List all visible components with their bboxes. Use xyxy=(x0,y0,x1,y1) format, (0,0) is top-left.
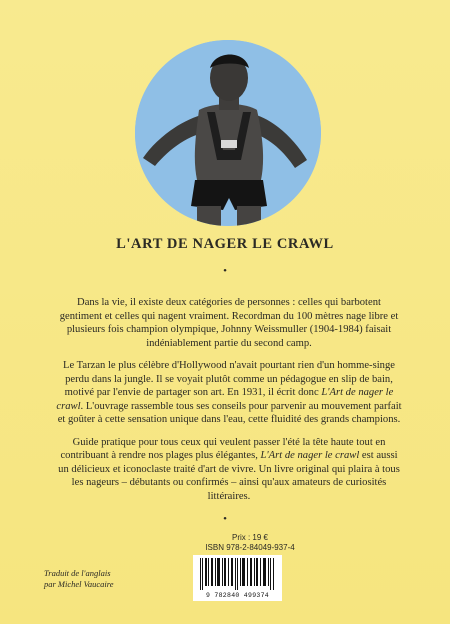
blurb-paragraph-3-text-b: est aussi un délicieux et iconoclaste traité d'art de vivre. Un livre original qui plaira à tous les nageurs – débutants ou confirmés – ainsi qu'aux amateurs de curiosités littéraires. xyxy=(58,450,400,502)
swimmer-photo xyxy=(135,40,321,226)
blurb-paragraph-3 xyxy=(56,436,402,504)
translator-line-2: par Michel Vaucaire xyxy=(44,579,114,589)
book-title: L'ART DE NAGER LE CRAWL xyxy=(116,236,334,252)
price: Prix : 19 € xyxy=(231,533,268,542)
separator-dot-top: • xyxy=(223,265,227,277)
translator-credit xyxy=(44,568,114,590)
barcode xyxy=(193,555,282,601)
book-title-italic: L'Art de nager le crawl xyxy=(56,387,394,412)
price-block xyxy=(170,532,330,552)
separator-dot-bottom: • xyxy=(223,513,227,525)
barcode-bars xyxy=(196,558,279,590)
book-title-italic: L'Art de nager le crawl xyxy=(260,450,360,461)
isbn: ISBN 978-2-84049-937-4 xyxy=(205,543,295,552)
blurb xyxy=(56,296,402,503)
barcode-digits: 9 782840 499374 xyxy=(205,592,269,599)
blurb-paragraph-2-text-b: . L'ouvrage rassemble tous ses conseils pour parvenir au mouvement parfait et goûter à cette sensation unique dans l'eau, cette fluidité des grands champions. xyxy=(57,400,402,425)
translator-line-1: Traduit de l'anglais xyxy=(44,568,111,578)
blurb-paragraph-2 xyxy=(56,359,402,427)
blurb-paragraph-2-text-a: Le Tarzan le plus célèbre d'Hollywood n'avait pourtant rien d'un homme-singe perdu dans la jungle. Il se voyait plutôt comme un pédagogue en slip de bain, motivé par l'envie de partager son art. En 1931, il écrit donc xyxy=(63,360,395,398)
blurb-paragraph-3-text-a: Guide pratique pour tous ceux qui veulent passer l'été la tête haute tout en contribuant à rendre nos plages plus élégantes, xyxy=(60,436,386,461)
blurb-paragraph-1: Dans la vie, il existe deux catégories de personnes : celles qui barbotent gentiment et celles qui nagent vraiment. Recordman du 100 mètres nage libre et plusieurs fois champion olympique, Johnny Weissmuller (1904-1984) faisait indéniablement partie du second camp. xyxy=(59,297,399,349)
